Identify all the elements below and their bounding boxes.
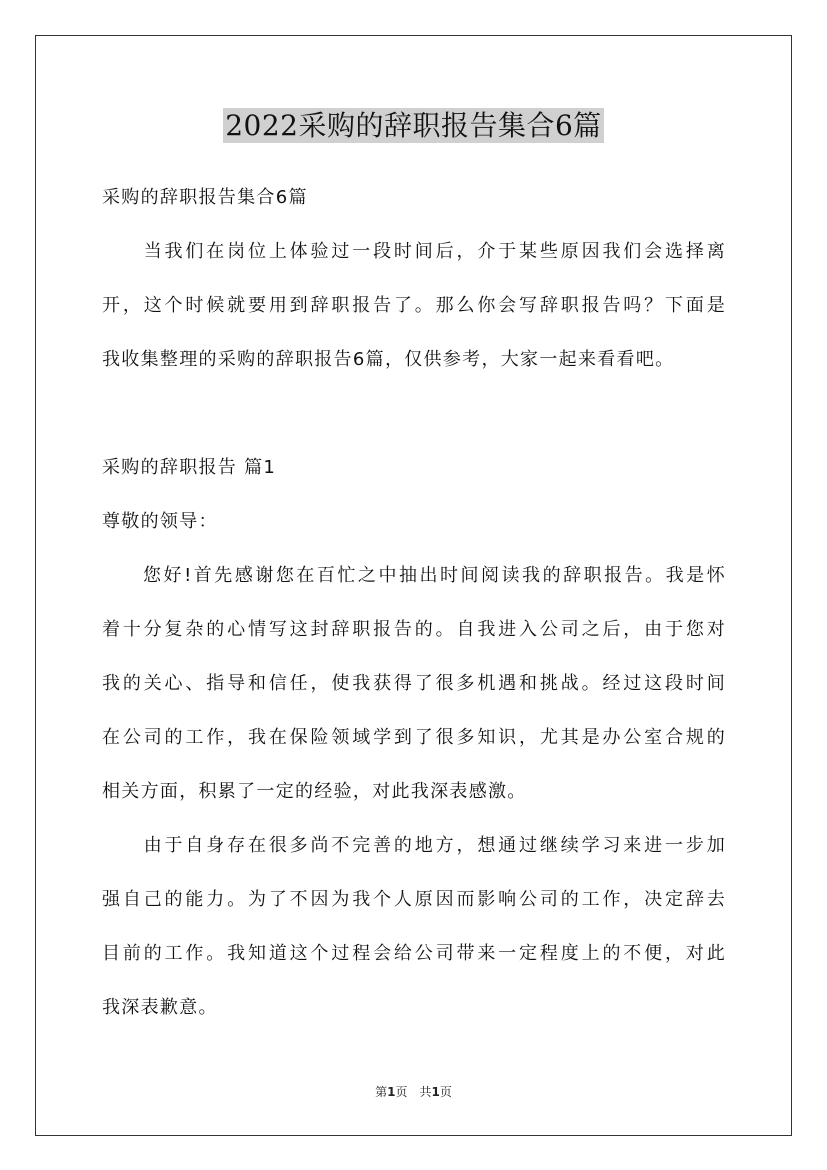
document-title-block (0, 104, 827, 144)
footer-page-suffix: 页 (439, 1085, 452, 1099)
para1-line-5: 相关方面，积累了一定的经验，对此我深表感激。 (102, 781, 527, 802)
para1-line-3: 我的关心、指导和信任，使我获得了很多机遇和挑战。经过这段时间 (102, 673, 726, 694)
para2-line-3: 目前的工作。我知道这个过程会给公司带来一定程度上的不便，对此 (102, 943, 726, 964)
footer-page-number: 1 (387, 1085, 396, 1099)
para1-line-2: 着十分复杂的心情写这封辞职报告的。自我进入公司之后，由于您对 (102, 619, 726, 640)
para2-line-1: 由于自身存在很多尚不完善的地方，想通过继续学习来进一步加 (102, 835, 726, 856)
intro-line-3: 我收集整理的采购的辞职报告6篇，仅供参考，大家一起来看看吧。 (102, 349, 675, 370)
para2-line-4: 我深表歉意。 (102, 997, 218, 1018)
para1-line-4: 在公司的工作，我在保险领域学到了很多知识，尤其是办公室合规的 (102, 727, 726, 748)
subtitle: 采购的辞职报告集合6篇 (102, 187, 308, 208)
intro-line-2: 开，这个时候就要用到辞职报告了。那么你会写辞职报告吗？下面是 (102, 295, 726, 316)
intro-line-1: 当我们在岗位上体验过一段时间后，介于某些原因我们会选择离 (102, 241, 726, 262)
salutation: 尊敬的领导： (102, 511, 218, 532)
para1-line-1: 您好!首先感谢您在百忙之中抽出时间阅读我的辞职报告。我是怀 (102, 565, 726, 586)
footer-page-prefix: 第 (375, 1085, 388, 1099)
section-heading: 采购的辞职报告 篇1 (102, 457, 277, 478)
footer-page-mid: 页 共 (395, 1085, 432, 1099)
page-footer (0, 1083, 827, 1100)
footer-page-total: 1 (431, 1085, 440, 1099)
document-title: 2022采购的辞职报告集合6篇 (225, 109, 602, 142)
para2-line-2: 强自己的能力。为了不因为我个人原因而影响公司的工作，决定辞去 (102, 889, 726, 910)
